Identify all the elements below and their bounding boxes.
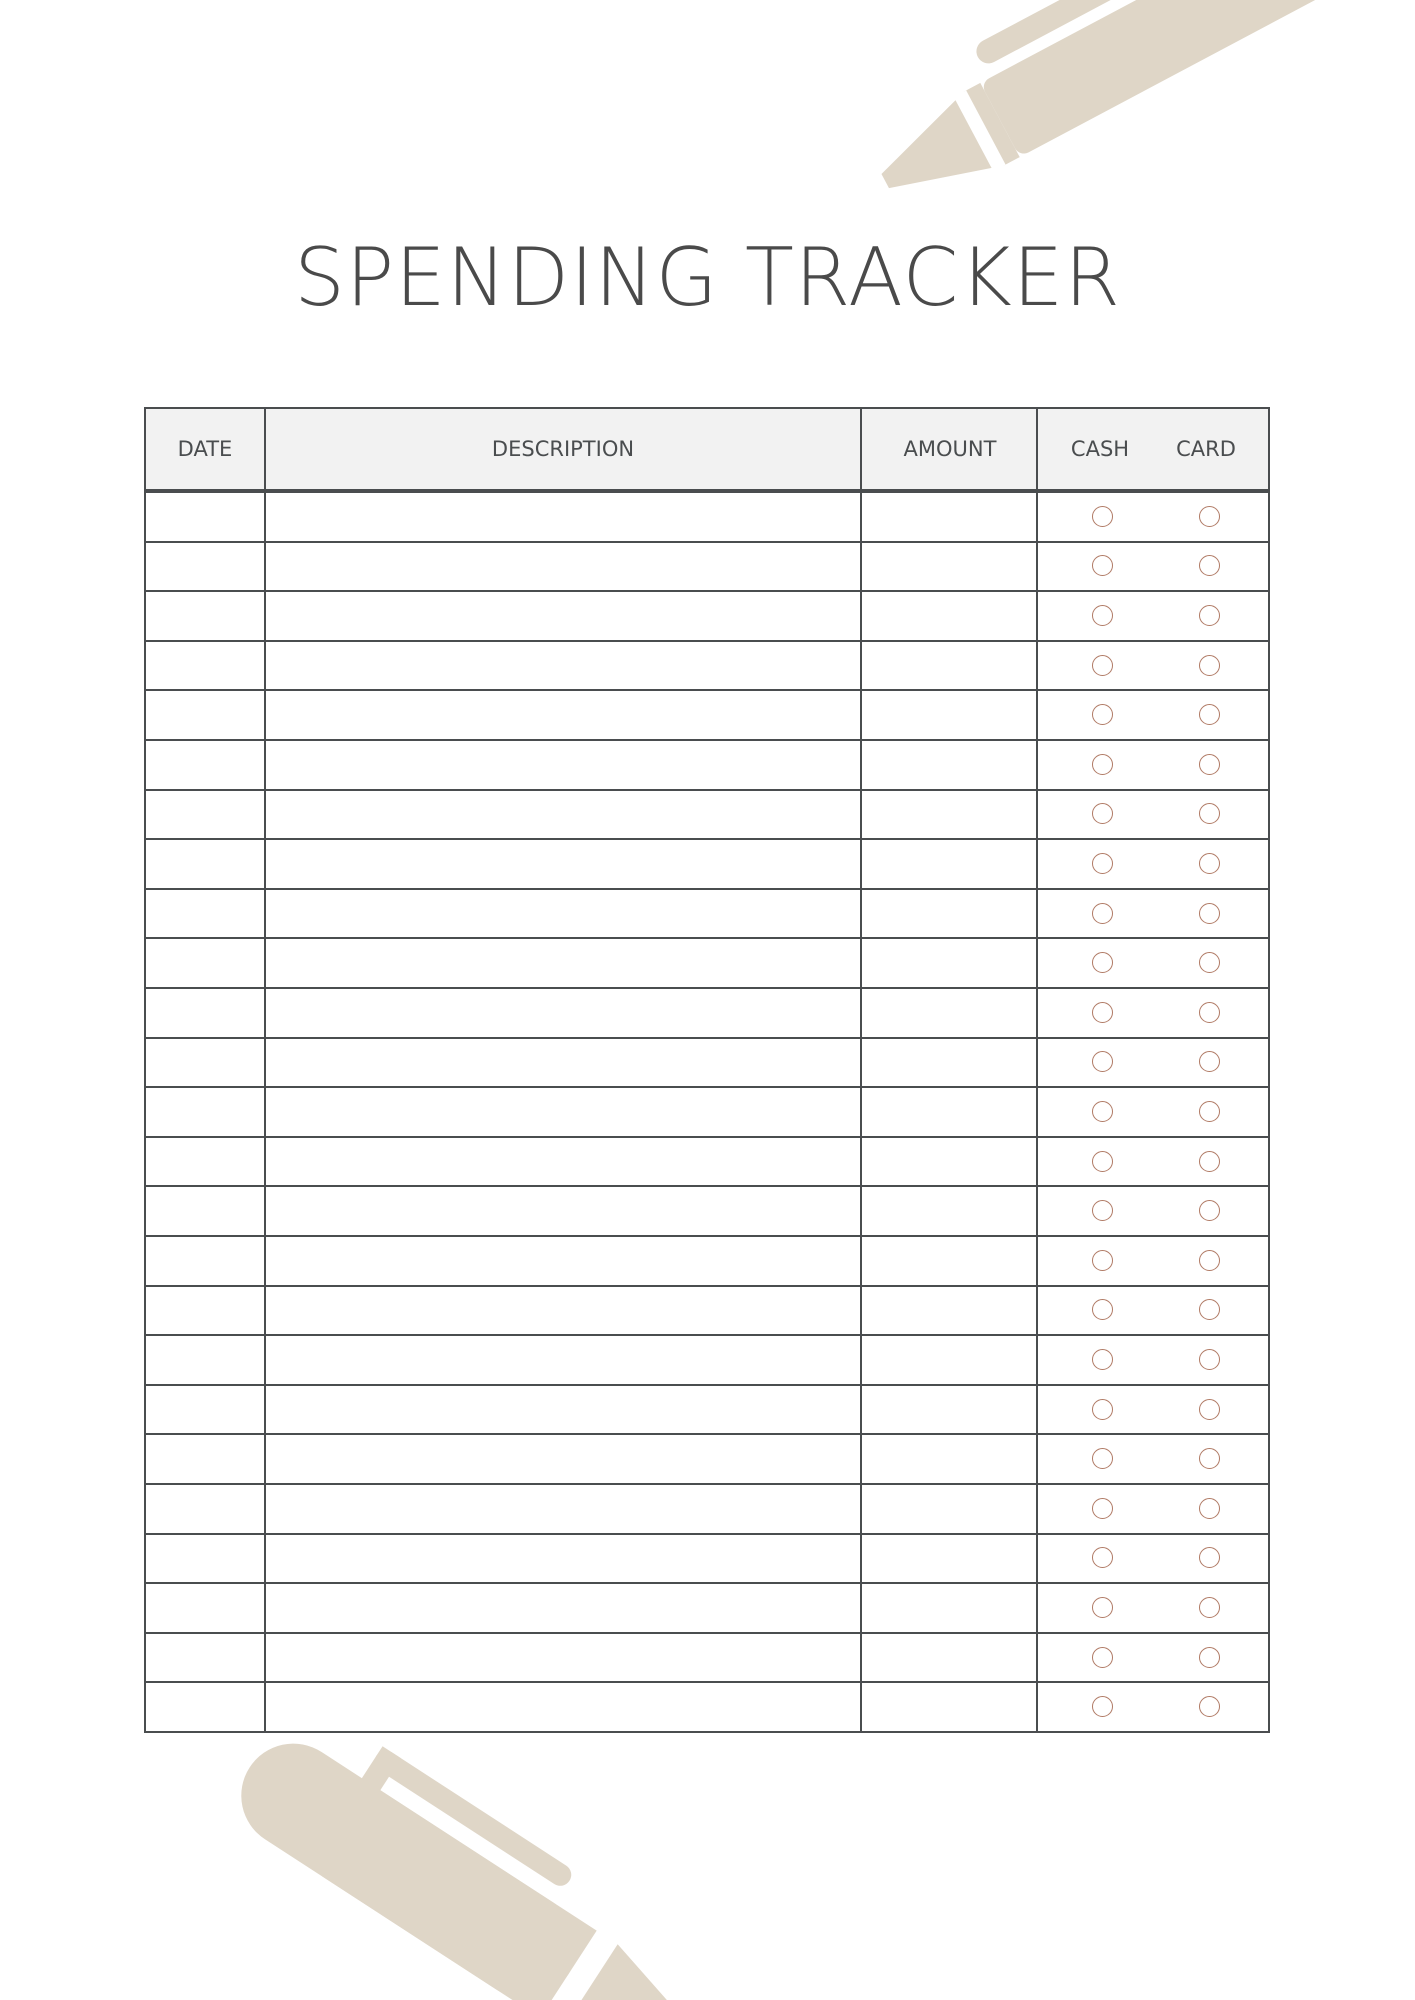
date-cell[interactable] (146, 1485, 264, 1533)
amount-cell[interactable] (862, 1237, 1036, 1285)
header-date: DATE (177, 437, 233, 461)
cash-radio[interactable] (1092, 1547, 1113, 1568)
card-radio[interactable] (1199, 1696, 1220, 1717)
date-cell[interactable] (146, 1683, 264, 1731)
description-cell[interactable] (266, 1336, 860, 1384)
description-cell[interactable] (266, 1634, 860, 1682)
spending-table (144, 407, 1270, 1733)
card-radio[interactable] (1199, 1101, 1220, 1122)
card-radio[interactable] (1199, 853, 1220, 874)
date-cell[interactable] (146, 1634, 264, 1682)
date-cell[interactable] (146, 1435, 264, 1483)
pen-icon (221, 1692, 734, 2000)
date-cell[interactable] (146, 791, 264, 839)
cash-radio[interactable] (1092, 655, 1113, 676)
description-cell[interactable] (266, 791, 860, 839)
table-row (146, 1435, 1268, 1485)
date-cell[interactable] (146, 1336, 264, 1384)
amount-cell[interactable] (862, 1336, 1036, 1384)
date-cell[interactable] (146, 691, 264, 739)
cash-radio[interactable] (1092, 1250, 1113, 1271)
table-header (146, 409, 1268, 493)
table-row (146, 1088, 1268, 1138)
table-row (146, 939, 1268, 989)
pen-icon (849, 0, 1391, 218)
amount-cell[interactable] (862, 1634, 1036, 1682)
card-radio[interactable] (1199, 1051, 1220, 1072)
amount-cell[interactable] (862, 493, 1036, 541)
amount-cell[interactable] (862, 1138, 1036, 1186)
card-radio[interactable] (1199, 1448, 1220, 1469)
cash-radio[interactable] (1092, 754, 1113, 775)
description-cell[interactable] (266, 939, 860, 987)
table-row (146, 691, 1268, 741)
card-radio[interactable] (1199, 605, 1220, 626)
cash-radio[interactable] (1092, 952, 1113, 973)
cash-radio[interactable] (1092, 506, 1113, 527)
table-row (146, 1584, 1268, 1634)
amount-cell[interactable] (862, 840, 1036, 888)
date-cell[interactable] (146, 642, 264, 690)
cash-radio[interactable] (1092, 1349, 1113, 1370)
amount-cell[interactable] (862, 1683, 1036, 1731)
cash-radio[interactable] (1092, 1299, 1113, 1320)
card-radio[interactable] (1199, 506, 1220, 527)
description-cell[interactable] (266, 989, 860, 1037)
description-cell[interactable] (266, 1088, 860, 1136)
header-description: DESCRIPTION (491, 437, 635, 461)
date-cell[interactable] (146, 939, 264, 987)
amount-cell[interactable] (862, 1584, 1036, 1632)
card-radio[interactable] (1199, 1250, 1220, 1271)
description-cell[interactable] (266, 543, 860, 591)
table-row (146, 989, 1268, 1039)
description-cell[interactable] (266, 840, 860, 888)
card-radio[interactable] (1199, 1299, 1220, 1320)
amount-cell[interactable] (862, 1088, 1036, 1136)
cash-radio[interactable] (1092, 1696, 1113, 1717)
amount-cell[interactable] (862, 1535, 1036, 1583)
table-row (146, 1237, 1268, 1287)
date-cell[interactable] (146, 1039, 264, 1087)
card-radio[interactable] (1199, 1002, 1220, 1023)
table-row (146, 642, 1268, 692)
cash-radio[interactable] (1092, 1101, 1113, 1122)
amount-cell[interactable] (862, 791, 1036, 839)
date-cell[interactable] (146, 1287, 264, 1335)
cash-radio[interactable] (1092, 803, 1113, 824)
date-cell[interactable] (146, 543, 264, 591)
cash-radio[interactable] (1092, 1498, 1113, 1519)
table-row (146, 1187, 1268, 1237)
date-cell[interactable] (146, 1584, 264, 1632)
card-radio[interactable] (1199, 655, 1220, 676)
table-row (146, 840, 1268, 890)
date-cell[interactable] (146, 1088, 264, 1136)
date-cell[interactable] (146, 1237, 264, 1285)
date-cell[interactable] (146, 592, 264, 640)
description-cell[interactable] (266, 1039, 860, 1087)
amount-cell[interactable] (862, 691, 1036, 739)
date-cell[interactable] (146, 840, 264, 888)
description-cell[interactable] (266, 1435, 860, 1483)
table-row (146, 1039, 1268, 1089)
table-row (146, 791, 1268, 841)
description-cell[interactable] (266, 642, 860, 690)
description-cell[interactable] (266, 1584, 860, 1632)
card-radio[interactable] (1199, 803, 1220, 824)
card-radio[interactable] (1199, 754, 1220, 775)
table-row (146, 1287, 1268, 1337)
description-cell[interactable] (266, 1138, 860, 1186)
table-row (146, 543, 1268, 593)
description-cell[interactable] (266, 592, 860, 640)
description-cell[interactable] (266, 1485, 860, 1533)
table-row (146, 890, 1268, 940)
card-radio[interactable] (1199, 1597, 1220, 1618)
cash-radio[interactable] (1092, 1200, 1113, 1221)
date-cell[interactable] (146, 1138, 264, 1186)
date-cell[interactable] (146, 741, 264, 789)
table-row (146, 1485, 1268, 1535)
page-title: SPENDING TRACKER (294, 231, 1121, 324)
description-cell[interactable] (266, 890, 860, 938)
card-radio[interactable] (1199, 1547, 1220, 1568)
card-radio[interactable] (1199, 1498, 1220, 1519)
table-row (146, 592, 1268, 642)
cash-radio[interactable] (1092, 1051, 1113, 1072)
amount-cell[interactable] (862, 989, 1036, 1037)
description-cell[interactable] (266, 741, 860, 789)
table-row (146, 1535, 1268, 1585)
card-radio[interactable] (1199, 704, 1220, 725)
card-radio[interactable] (1199, 1399, 1220, 1420)
card-radio[interactable] (1199, 1200, 1220, 1221)
amount-cell[interactable] (862, 543, 1036, 591)
cash-radio[interactable] (1092, 1399, 1113, 1420)
description-cell[interactable] (266, 1287, 860, 1335)
amount-cell[interactable] (862, 890, 1036, 938)
description-cell[interactable] (266, 1535, 860, 1583)
table-row (146, 493, 1268, 543)
date-cell[interactable] (146, 493, 264, 541)
amount-cell[interactable] (862, 939, 1036, 987)
cash-radio[interactable] (1092, 1002, 1113, 1023)
card-radio[interactable] (1199, 1647, 1220, 1668)
amount-cell[interactable] (862, 1386, 1036, 1434)
date-cell[interactable] (146, 1535, 264, 1583)
table-row (146, 741, 1268, 791)
table-row (146, 1386, 1268, 1436)
amount-cell[interactable] (862, 1187, 1036, 1235)
description-cell[interactable] (266, 1237, 860, 1285)
card-radio[interactable] (1199, 555, 1220, 576)
cash-radio[interactable] (1092, 555, 1113, 576)
amount-cell[interactable] (862, 741, 1036, 789)
description-cell[interactable] (266, 493, 860, 541)
card-radio[interactable] (1199, 952, 1220, 973)
date-cell[interactable] (146, 1187, 264, 1235)
card-radio[interactable] (1199, 1151, 1220, 1172)
date-cell[interactable] (146, 1386, 264, 1434)
header-card: CARD (1176, 437, 1236, 461)
cash-radio[interactable] (1092, 1597, 1113, 1618)
cash-radio[interactable] (1092, 903, 1113, 924)
header-amount: AMOUNT (903, 437, 997, 461)
description-cell[interactable] (266, 1683, 860, 1731)
table-row (146, 1138, 1268, 1188)
table-row (146, 1683, 1268, 1733)
cash-radio[interactable] (1092, 704, 1113, 725)
cash-radio[interactable] (1092, 853, 1113, 874)
cash-radio[interactable] (1092, 605, 1113, 626)
card-radio[interactable] (1199, 1349, 1220, 1370)
amount-cell[interactable] (862, 642, 1036, 690)
header-cash: CASH (1070, 437, 1130, 461)
card-radio[interactable] (1199, 903, 1220, 924)
amount-cell[interactable] (862, 1485, 1036, 1533)
amount-cell[interactable] (862, 1435, 1036, 1483)
date-cell[interactable] (146, 890, 264, 938)
cash-radio[interactable] (1092, 1647, 1113, 1668)
description-cell[interactable] (266, 1187, 860, 1235)
amount-cell[interactable] (862, 1287, 1036, 1335)
table-row (146, 1336, 1268, 1386)
cash-radio[interactable] (1092, 1448, 1113, 1469)
description-cell[interactable] (266, 1386, 860, 1434)
description-cell[interactable] (266, 691, 860, 739)
date-cell[interactable] (146, 989, 264, 1037)
cash-radio[interactable] (1092, 1151, 1113, 1172)
amount-cell[interactable] (862, 592, 1036, 640)
amount-cell[interactable] (862, 1039, 1036, 1087)
table-row (146, 1634, 1268, 1684)
